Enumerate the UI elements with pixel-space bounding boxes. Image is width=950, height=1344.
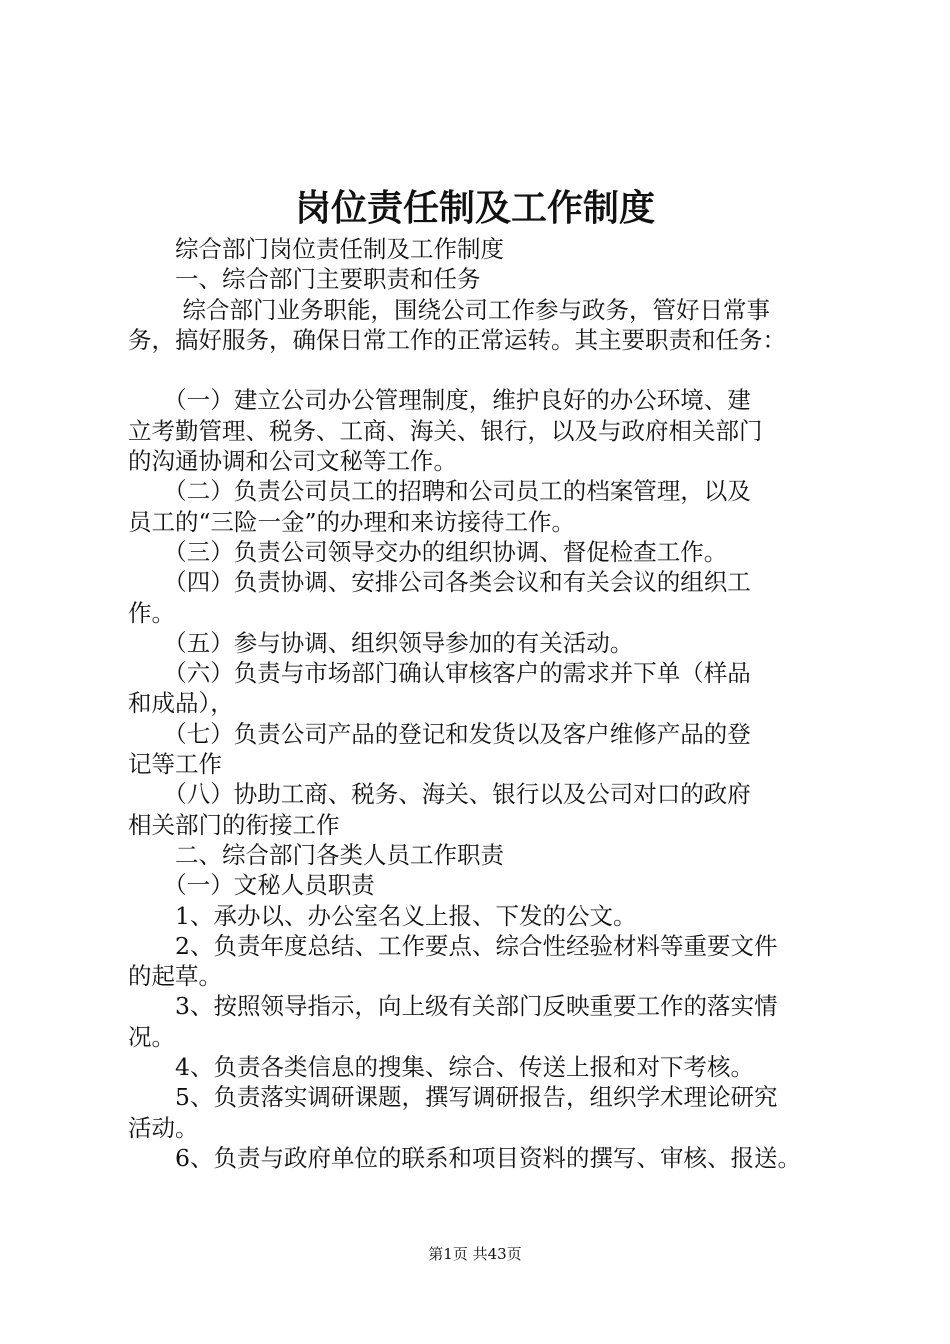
body-line: （六）负责与市场部门确认审核客户的需求并下单（样品	[128, 659, 751, 688]
body-line: 一、综合部门主要职责和任务	[128, 265, 481, 294]
body-line: （八）协助工商、税务、海关、银行以及公司对口的政府	[128, 780, 751, 809]
body-line: 记等工作	[128, 750, 222, 779]
body-line: （一）文秘人员职责	[128, 871, 375, 900]
body-line: 的沟通协调和公司文秘等工作。	[128, 447, 457, 476]
body-line: 活动。	[128, 1113, 199, 1142]
body-line: （一）建立公司办公管理制度，维护良好的办公环境、建	[128, 386, 751, 415]
body-line: 4、负责各类信息的搜集、综合、传送上报和对下考核。	[128, 1053, 754, 1082]
body-line: （七）负责公司产品的登记和发货以及客户维修产品的登	[128, 719, 751, 748]
body-line: 和成品），	[128, 689, 234, 718]
body-line: 6、负责与政府单位的联系和项目资料的撰写、审核、报送。	[128, 1143, 801, 1172]
body-line: 务，搞好服务，确保日常工作的正常运转。其主要职责和任务：	[128, 325, 786, 354]
body-line: 2、负责年度总结、工作要点、综合性经验材料等重要文件	[128, 931, 778, 960]
body-line: 综合部门业务职能，围绕公司工作参与政务，管好日常事	[128, 295, 770, 324]
body-line: 立考勤管理、税务、工商、海关、银行，以及与政府相关部门	[128, 416, 763, 445]
body-line: 1、承办以、办公室名义上报、下发的公文。	[128, 901, 637, 930]
body-line: 员工的“三险一金”的办理和来访接待工作。	[128, 507, 576, 536]
blank-line	[128, 355, 838, 385]
page-number-footer: 第1页 共43页	[428, 1245, 522, 1263]
body-line: 的起草。	[128, 962, 222, 991]
document-body	[128, 234, 838, 1173]
body-line: 5、负责落实调研课题，撰写调研报告，组织学术理论研究	[128, 1083, 778, 1112]
body-line: 况。	[128, 1022, 175, 1051]
body-line: 相关部门的衔接工作	[128, 810, 340, 839]
body-line: （三）负责公司领导交办的组织协调、督促检查工作。	[128, 537, 728, 566]
body-line: 3、按照领导指示，向上级有关部门反映重要工作的落实情	[128, 992, 778, 1021]
body-line: 作。	[128, 598, 175, 627]
body-line: （四）负责协调、安排公司各类会议和有关会议的组织工	[128, 568, 751, 597]
body-line: （五）参与协调、组织领导参加的有关活动。	[128, 628, 634, 657]
body-line: 二、综合部门各类人员工作职责	[128, 840, 504, 869]
body-line: 综合部门岗位责任制及工作制度	[128, 235, 504, 263]
document-title: 岗位责任制及工作制度	[294, 187, 655, 229]
body-line: （二）负责公司员工的招聘和公司员工的档案管理，以及	[128, 477, 751, 506]
